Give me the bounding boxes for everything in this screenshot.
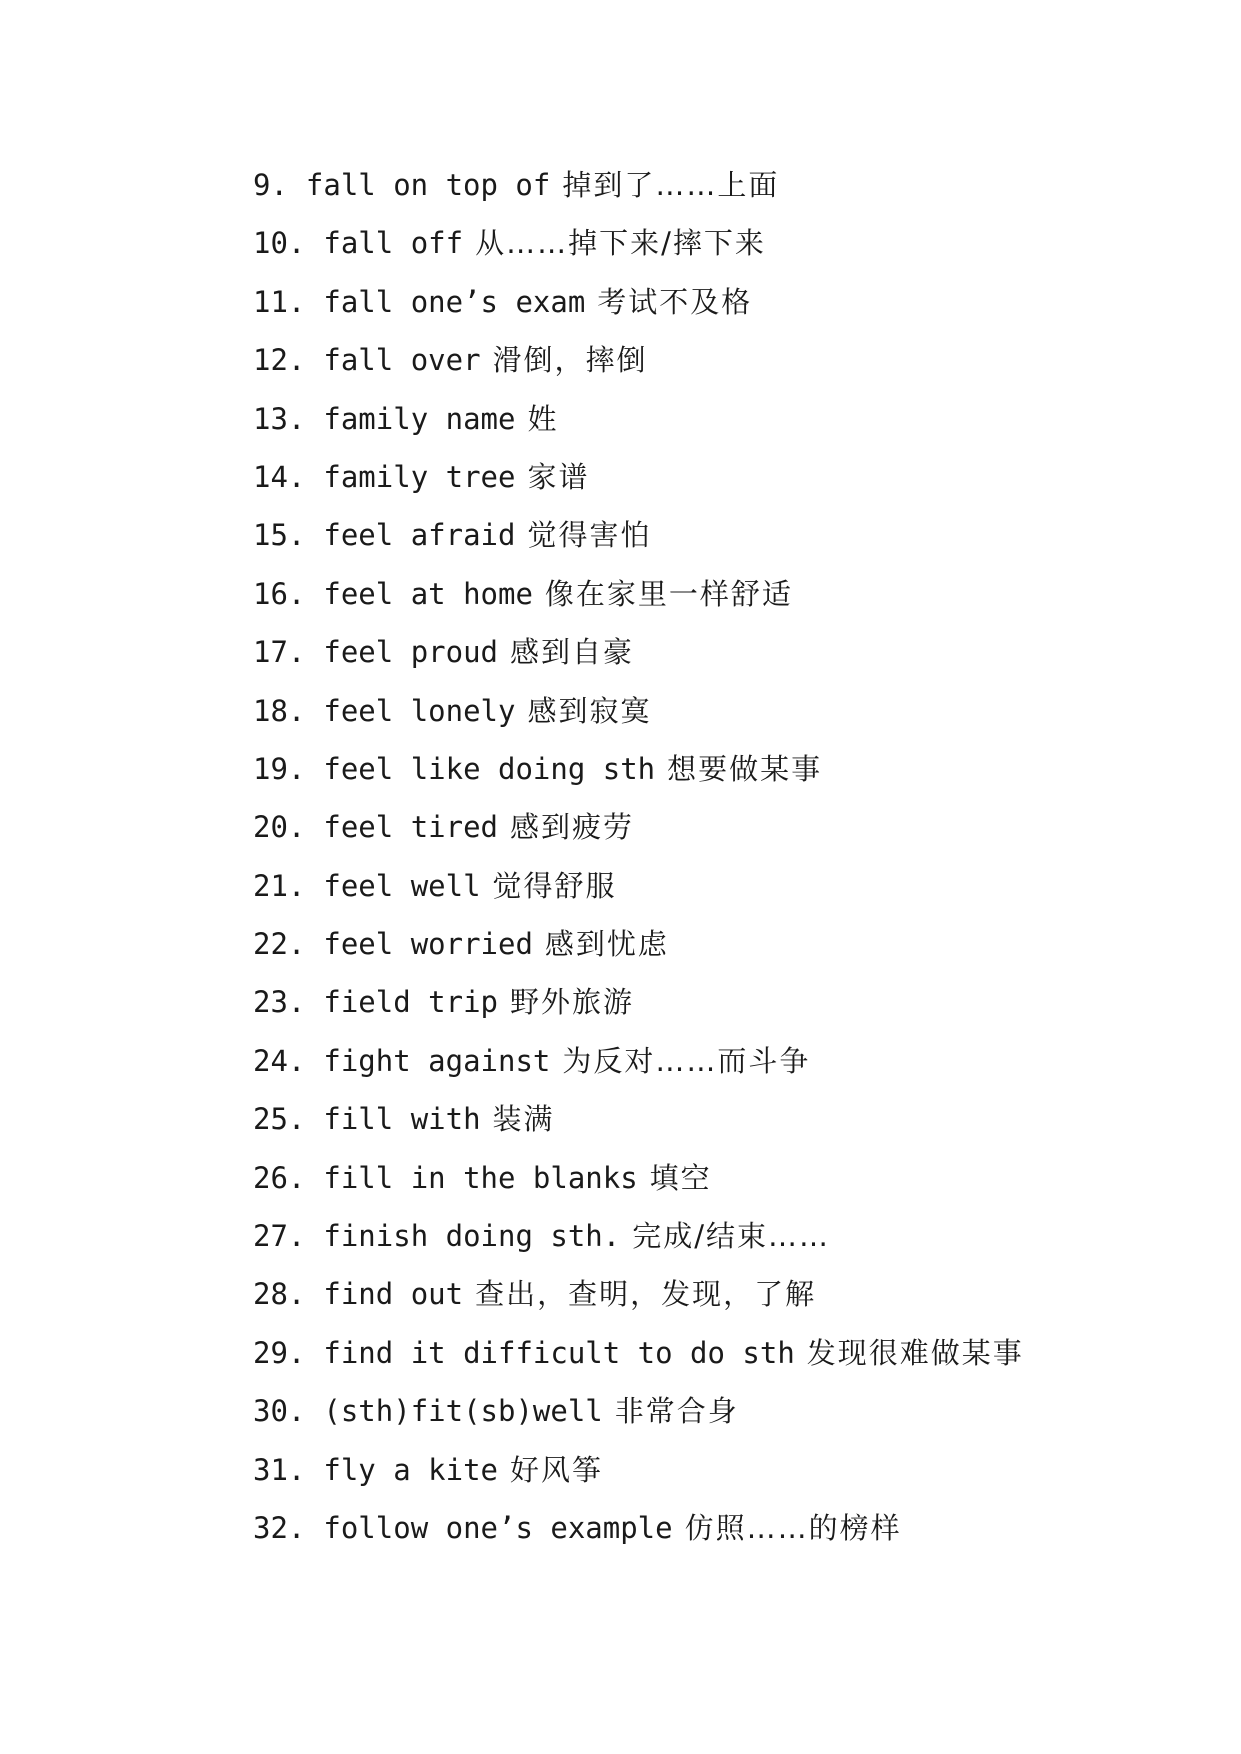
list-item — [253, 623, 1024, 681]
chinese-meaning: 觉得舒服 — [492, 868, 617, 903]
item-number: 32. — [253, 1510, 306, 1545]
item-number: 17. — [253, 635, 306, 670]
chinese-meaning: 感到寂寞 — [527, 693, 652, 728]
item-number: 27. — [253, 1219, 306, 1254]
item-number: 31. — [253, 1452, 306, 1487]
english-phrase: fight against — [323, 1043, 551, 1078]
item-number: 21. — [253, 868, 306, 903]
phrase-list — [253, 156, 1024, 1557]
english-phrase: field trip — [323, 985, 498, 1020]
english-phrase: fill with — [323, 1102, 481, 1137]
chinese-meaning: 从……掉下来/摔下来 — [475, 226, 766, 261]
chinese-meaning: 觉得害怕 — [527, 518, 652, 553]
english-phrase: fall one’s exam — [323, 284, 586, 319]
item-number: 16. — [253, 576, 306, 611]
list-item — [253, 214, 1024, 272]
chinese-meaning: 好风筝 — [510, 1452, 604, 1487]
list-item — [253, 1090, 1024, 1148]
english-phrase: fly a kite — [323, 1452, 498, 1487]
english-phrase: feel worried — [323, 927, 533, 962]
item-number: 24. — [253, 1043, 306, 1078]
chinese-meaning: 姓 — [527, 401, 559, 436]
list-item — [253, 1441, 1024, 1499]
chinese-meaning: 掉到了……上面 — [562, 168, 780, 202]
list-item — [253, 448, 1024, 506]
chinese-meaning: 滑倒，摔倒 — [492, 343, 648, 378]
item-number: 28. — [253, 1277, 306, 1312]
english-phrase: feel tired — [323, 810, 498, 845]
chinese-meaning: 家谱 — [527, 459, 590, 494]
item-number: 12. — [253, 343, 306, 378]
chinese-meaning: 查出，查明，发现，了解 — [475, 1277, 817, 1312]
list-item — [253, 331, 1024, 389]
english-phrase: feel well — [323, 868, 481, 903]
chinese-meaning: 装满 — [492, 1102, 555, 1137]
chinese-meaning: 像在家里一样舒适 — [544, 576, 793, 611]
item-number: 15. — [253, 518, 306, 553]
english-phrase: family name — [323, 401, 516, 436]
list-item — [253, 565, 1024, 623]
item-number: 22. — [253, 927, 306, 962]
list-item — [253, 1207, 1024, 1265]
item-number: 10. — [253, 226, 306, 261]
list-item — [253, 1382, 1024, 1440]
chinese-meaning: 感到疲劳 — [510, 810, 635, 845]
item-number: 29. — [253, 1335, 306, 1370]
list-item — [253, 1032, 1024, 1090]
item-number: 14. — [253, 459, 306, 494]
chinese-meaning: 发现很难做某事 — [806, 1335, 1024, 1370]
list-item — [253, 740, 1024, 798]
english-phrase: feel at home — [323, 576, 533, 611]
list-item — [253, 390, 1024, 448]
english-phrase: find out — [323, 1277, 464, 1312]
english-phrase: fall over — [323, 343, 481, 378]
english-phrase: feel proud — [323, 635, 498, 670]
list-item — [253, 1265, 1024, 1323]
list-item — [253, 857, 1024, 915]
item-number: 20. — [253, 810, 306, 845]
list-item — [253, 1324, 1024, 1382]
item-number: 25. — [253, 1102, 306, 1137]
item-number: 19. — [253, 751, 306, 786]
chinese-meaning: 感到忧虑 — [544, 927, 669, 962]
chinese-meaning: 填空 — [649, 1160, 712, 1195]
english-phrase: feel afraid — [323, 518, 516, 553]
english-phrase: family tree — [323, 459, 516, 494]
item-number: 23. — [253, 985, 306, 1020]
list-item — [253, 973, 1024, 1031]
chinese-meaning: 为反对……而斗争 — [562, 1043, 811, 1078]
english-phrase: feel lonely — [323, 693, 516, 728]
item-number: 18. — [253, 693, 306, 728]
english-phrase: fall on top of — [305, 168, 551, 202]
english-phrase: find it difficult to do sth — [323, 1335, 795, 1370]
chinese-meaning: 仿照……的榜样 — [684, 1510, 902, 1545]
item-number: 30. — [253, 1394, 306, 1429]
chinese-meaning: 非常合身 — [614, 1394, 739, 1429]
list-item — [253, 156, 1024, 214]
chinese-meaning: 野外旅游 — [510, 985, 635, 1020]
item-number: 13. — [253, 401, 306, 436]
list-item — [253, 1499, 1024, 1557]
list-item — [253, 798, 1024, 856]
chinese-meaning: 感到自豪 — [510, 635, 635, 670]
chinese-meaning: 想要做某事 — [667, 751, 823, 786]
list-item — [253, 682, 1024, 740]
item-number: 9. — [253, 168, 288, 202]
english-phrase: follow one’s example — [323, 1510, 673, 1545]
chinese-meaning: 完成/结束…… — [632, 1219, 830, 1254]
english-phrase: fill in the blanks — [323, 1160, 638, 1195]
english-phrase: fall off — [323, 226, 464, 261]
list-item — [253, 273, 1024, 331]
english-phrase: finish doing sth. — [323, 1219, 621, 1254]
chinese-meaning: 考试不及格 — [597, 284, 753, 319]
item-number: 26. — [253, 1160, 306, 1195]
item-number: 11. — [253, 284, 306, 319]
english-phrase: feel like doing sth — [323, 751, 656, 786]
list-item — [253, 915, 1024, 973]
list-item — [253, 506, 1024, 564]
english-phrase: (sth)fit(sb)well — [323, 1394, 603, 1429]
list-item — [253, 1149, 1024, 1207]
